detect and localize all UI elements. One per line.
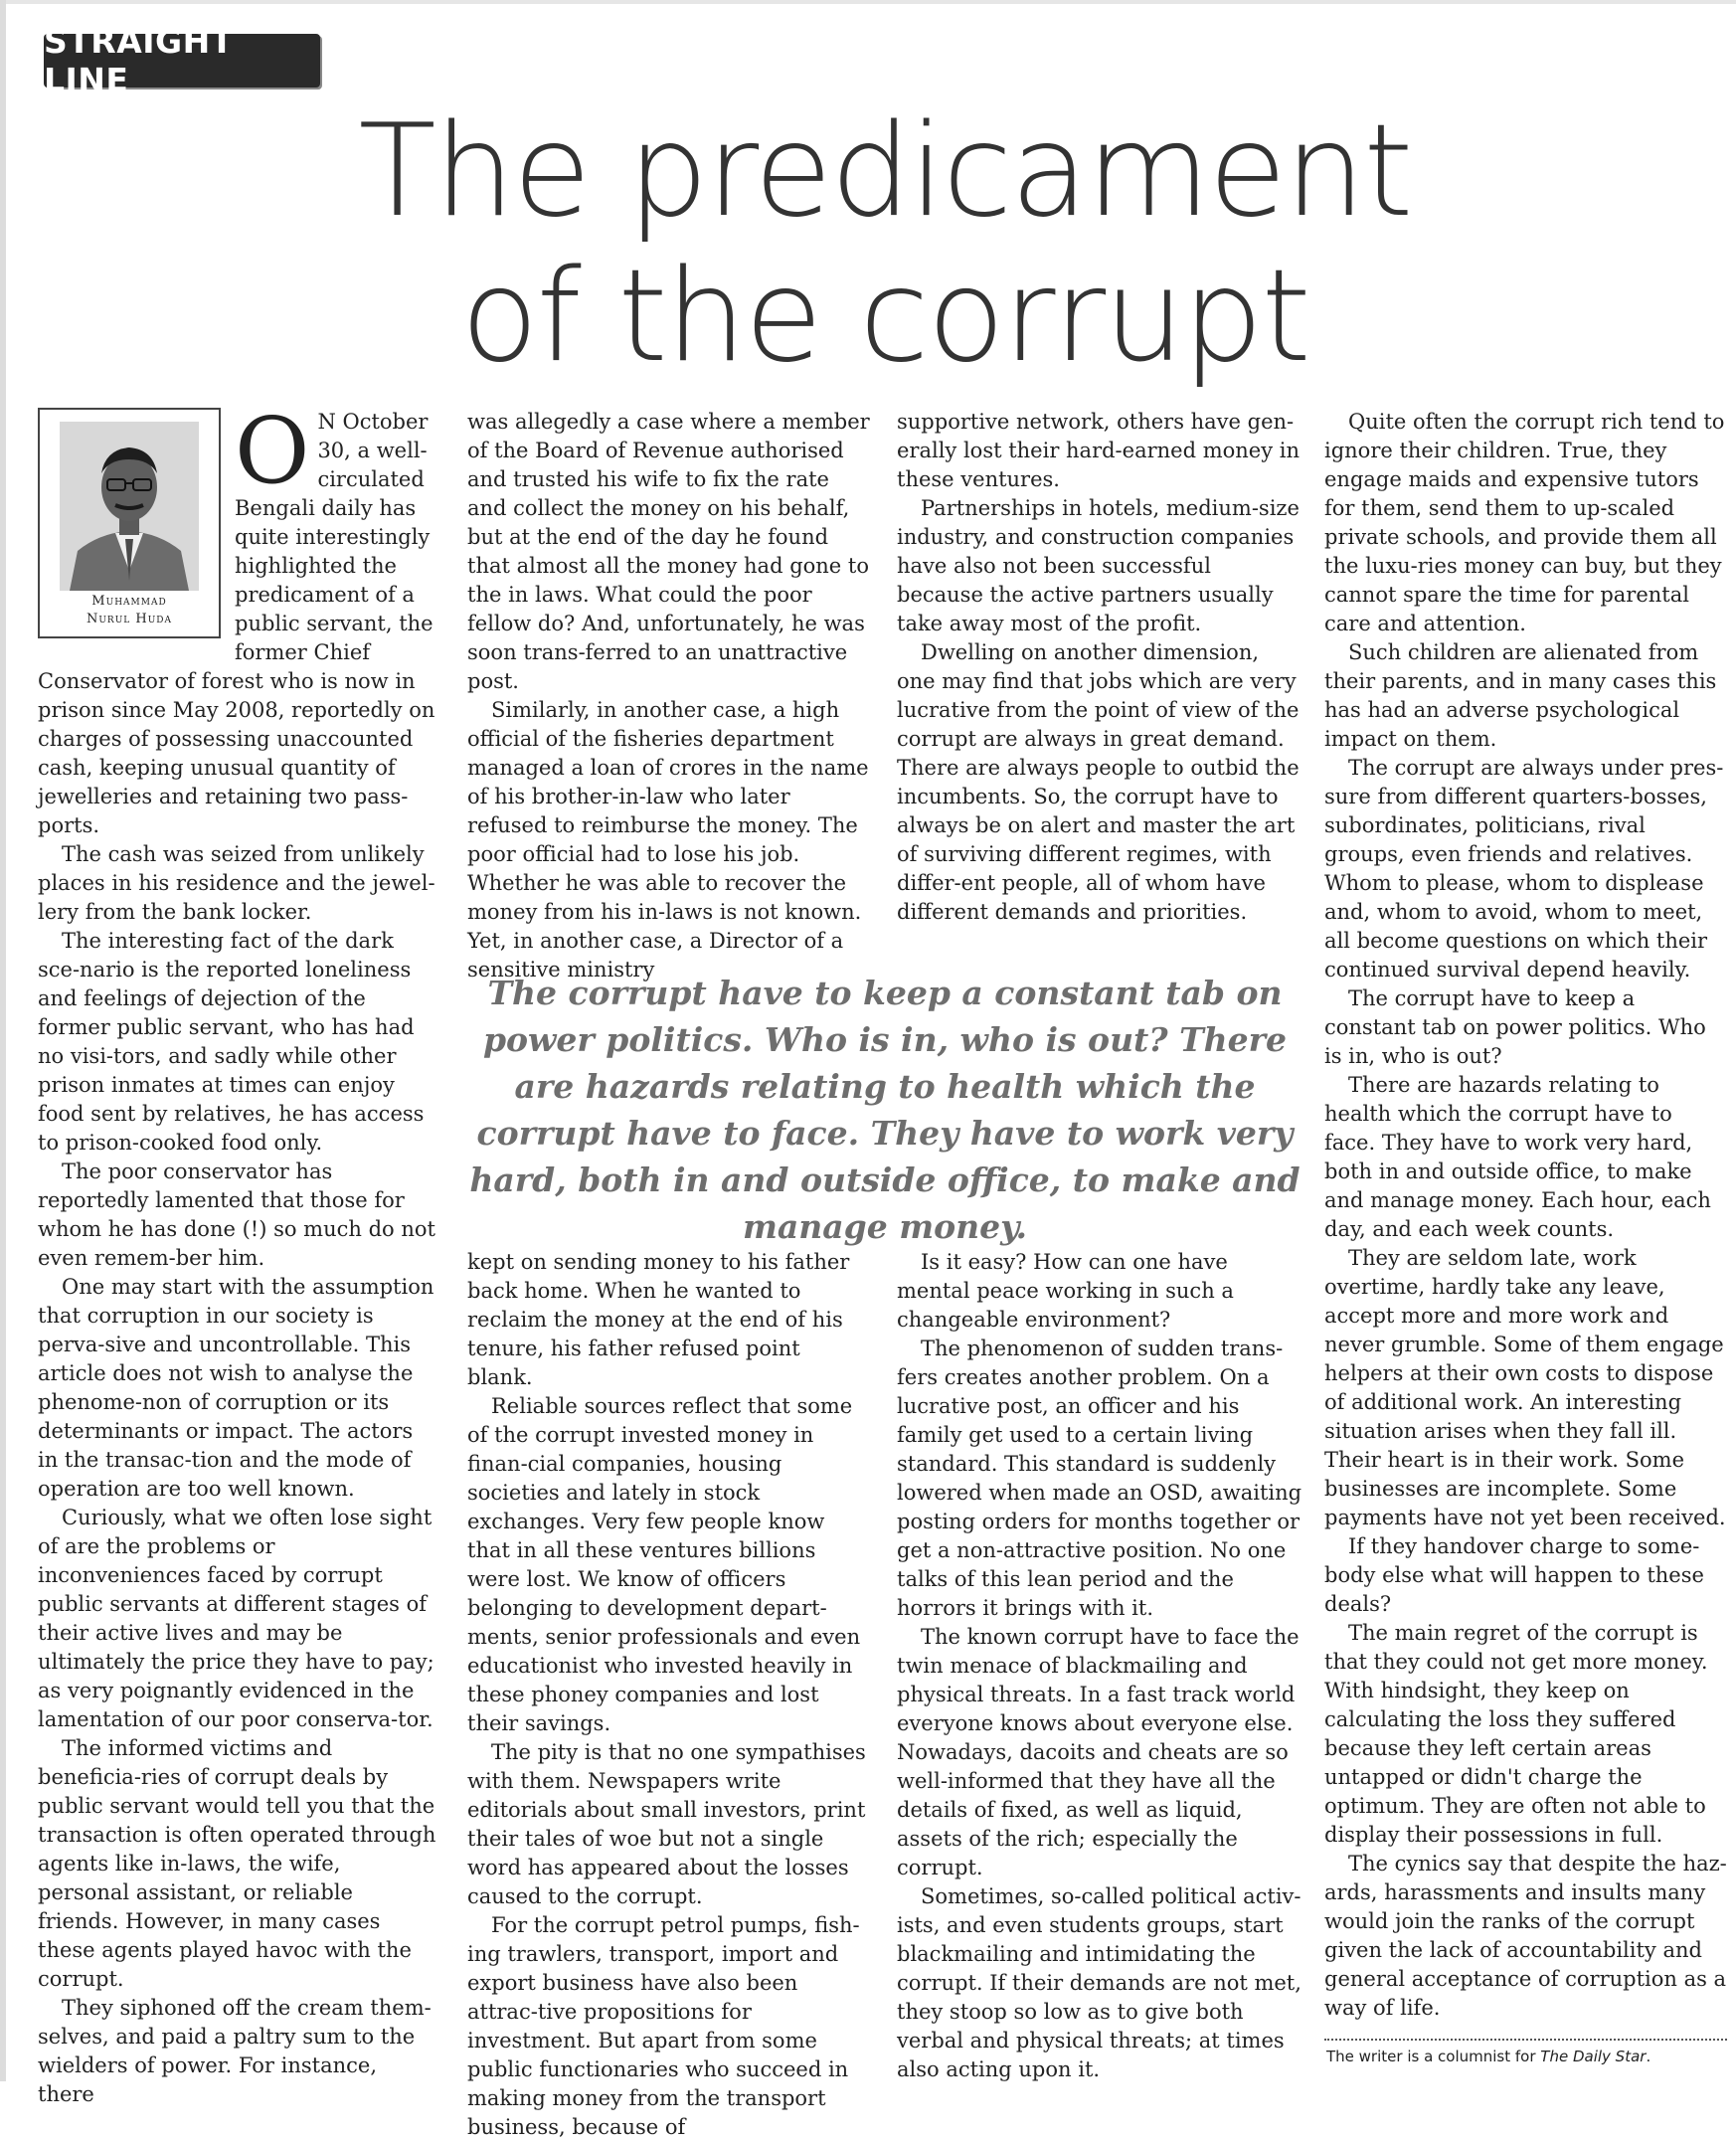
page-left-edge — [0, 0, 6, 2081]
headline-line-2: of the corrupt — [460, 243, 1309, 391]
paragraph: The phenomenon of sudden trans-fers creates another problem. On a lucrative post, an officer and his family get used to a certain living standard. This standard is suddenly lowered when made an OSD, awaiting posting orders for months together or get a non-attractive position. No one talks of this lean period and the horrors it brings with it. — [897, 1337, 1302, 1620]
column-3-bottom — [897, 1248, 1302, 2084]
paragraph: There are hazards relating to health which the corrupt have to face. They have to work very hard, both in and outside office, to make and manage money. Each hour, each day, and each week counts. — [1324, 1073, 1711, 1241]
paragraph: Is it easy? How can one have mental peace working in such a changeable environment? — [897, 1250, 1234, 1332]
paragraph: supportive network, others have gen-erally lost their hard-earned money in these ventures. — [897, 410, 1300, 491]
footnote-suffix: . — [1646, 2048, 1651, 2065]
headline — [298, 99, 1472, 390]
paragraph: Dwelling on another dimension, one may find that jobs which are very lucrative from the point of view of the corrupt are always in great demand. There are always people to outbid the incumbents. So, the corrupt have to always be on alert and master the art of surviving different regimes, with differ-ent people, all of whom have different demands and priorities. — [897, 640, 1300, 924]
author-photo-box — [38, 408, 221, 638]
paragraph: Sometimes, so-called political activ-ists, and even students groups, start blackmailing and intimidating the corrupt. If their demands are not met, they stoop so low as to give both verbal and physical threats; at times also acting upon it. — [897, 1884, 1302, 2081]
column-2-bottom — [467, 1248, 870, 2142]
paragraph: The main regret of the corrupt is that they could not get more money. With hindsight, they keep on calculating the loss they suffered because they left certain areas untapped or didn't charge the optimum. They are often not able to display their possessions in full. — [1324, 1621, 1708, 1847]
column-3-top — [897, 408, 1302, 927]
paragraph: Similarly, in another case, a high official of the fisheries department managed a loan of crores in the name of his brother-in-law who later refused to reimburse the money. The poor official had to lose his job. Whether he was able to recover the money from his in-laws is not known. Yet, in another case, a Director of a sensitive ministry — [467, 698, 869, 982]
paragraph: The pity is that no one sympathises with them. Newspapers write editorials about small investors, print their tales of woe but not a single word has appeared about the losses caused to the corrupt. — [467, 1740, 866, 1908]
paragraph: The corrupt have to keep a constant tab on power politics. Who is in, who is out? — [1324, 986, 1706, 1068]
footnote-paper: The Daily Star — [1540, 2048, 1647, 2065]
column-1 — [38, 398, 437, 2109]
drop-cap: O — [235, 398, 310, 504]
paragraph: Curiously, what we often lose sight of are the problems or inconveniences faced by corrupt public servants at different stages of their active lives and may be ultimately the price they have to pay; as very poignantly evidenced in the lamentation of our poor conserva-tor. — [38, 1506, 434, 1731]
author-last-name: Nurul Huda — [86, 612, 173, 626]
page-top-edge — [0, 0, 1736, 4]
lead-text: N October 30, a well-circulated Bengali daily has quite interestingly highlighted the predicament of a public servant, the former Chief Conservator of forest who is now in prison since May 2008, reportedly on charges of possessing unaccounted cash, keeping unusual quantity of jewelleries and retaining two pass-ports. — [38, 410, 435, 837]
column-2-top — [467, 408, 870, 984]
paragraph: They are seldom late, work overtime, hardly take any leave, accept more and more work and never grumble. Some of them engage helpers at their own costs to dispose of additional work. An interesting situation arises when they fall ill. Their heart is in their work. Some businesses are incomplete. Some payments have not yet been received. — [1324, 1246, 1726, 1529]
paragraph: Quite often the corrupt rich tend to ignore their children. True, they engage maids and expensive tutors for them, send them to up-scaled private schools, and provide them all the luxu-ries money can buy, but they cannot spare the time for parental care and attention. — [1324, 410, 1725, 635]
paragraph: If they handover charge to some-body else what will happen to these deals? — [1324, 1534, 1704, 1616]
paragraph: The corrupt are always under pres-sure from different quarters-bosses, subordinates, politicians, rival groups, even friends and relatives. Whom to please, whom to displease and, whom to avoid, whom to meet, all become questions on which their continued survival depend heavily. — [1324, 756, 1724, 982]
paragraph: One may start with the assumption that corruption in our society is perva-sive and uncontrollable. This article does not wish to analyse the phenome-non of corruption or its determinants or impact. The actors in the transac-tion and the mode of operation are too well known. — [38, 1275, 434, 1501]
paragraph: The interesting fact of the dark sce-nario is the reported loneliness and feelings of dejection of the former public servant, who has had no visi-tors, and sadly while other prison inmates at times can enjoy food sent by relatives, he has access to prison-cooked food only. — [38, 929, 425, 1155]
paragraph: Partnerships in hotels, medium-size industry, and construction companies have also not been successful because the active partners usually take away most of the profit. — [897, 496, 1300, 635]
paragraph: The cynics say that despite the haz-ards, harassments and insults many would join the ranks of the corrupt given the lack of accountability and general acceptance of corruption as a way of life. — [1324, 1852, 1727, 2020]
author-first-name: Muhammad — [91, 594, 167, 609]
author-footnote — [1326, 2047, 1729, 2066]
footnote-prefix: The writer is a columnist for — [1326, 2048, 1536, 2065]
paragraph: The poor conservator has reportedly lamented that those for whom he has done (!) so much do not even remem-ber him. — [38, 1160, 435, 1270]
author-caption — [40, 593, 219, 628]
paragraph: They siphoned off the cream them-selves, and paid a paltry sum to the wielders of power. For instance, there — [38, 1996, 432, 2106]
column-4 — [1324, 408, 1727, 2023]
paragraph: The known corrupt have to face the twin menace of blackmailing and physical threats. In a fast track world everyone knows about everyone else. Nowadays, dacoits and cheats are so well-informed that they have all the details of fixed, as well as liquid, assets of the rich; especially the corrupt. — [897, 1625, 1300, 1879]
author-portrait-icon — [60, 422, 199, 591]
paragraph: Such children are alienated from their parents, and in many cases this has had an adverse psychological impact on them. — [1324, 640, 1717, 751]
paragraph: The cash was seized from unlikely places in his residence and the jewel-lery from the bank locker. — [38, 842, 435, 924]
paragraph: Reliable sources reflect that some of the corrupt invested money in finan-cial companies, housing societies and lately in stock exchanges. Very few people know that in all these ventures billions were lost. We know of officers belonging to development depart-ments, senior professionals and even educationist who invested heavily in these phoney companies and lost their savings. — [467, 1394, 861, 1735]
paragraph: For the corrupt petrol pumps, fish-ing trawlers, transport, import and export business have also been attrac-tive propositions for investment. But apart from some public functionaries who succeed in making money from the transport business, because of — [467, 1913, 860, 2139]
paragraph: kept on sending money to his father back home. When he wanted to reclaim the money at the end of his tenure, his father refused point blank. — [467, 1250, 850, 1389]
author-photo — [60, 422, 199, 591]
section-kicker: STRAIGHT LINE — [44, 34, 320, 88]
pull-quote: The corrupt have to keep a constant tab on power politics. Who is in, who is out? There are hazards relating to health which the corrupt have to face. They have to work very hard, both in and outside office, to make and manage money. — [469, 974, 1301, 1246]
paragraph: was allegedly a case where a member of the Board of Revenue authorised and trusted his wife to fix the rate and collect the money on his behalf, but at the end of the day he found that almost all the money had gone to the in laws. What could the poor fellow do? And, unfortunately, he was soon trans-ferred to an unattractive post. — [467, 410, 870, 693]
headline-line-1: The predicament — [358, 97, 1412, 246]
paragraph: The informed victims and beneficia-ries of corrupt deals by public servant would tell you that the transaction is often operated through agents like in-laws, the wife, personal assistant, or reliable friends. However, in many cases these agents played havoc with the corrupt. — [38, 1736, 436, 1991]
footnote-divider — [1324, 2039, 1727, 2041]
